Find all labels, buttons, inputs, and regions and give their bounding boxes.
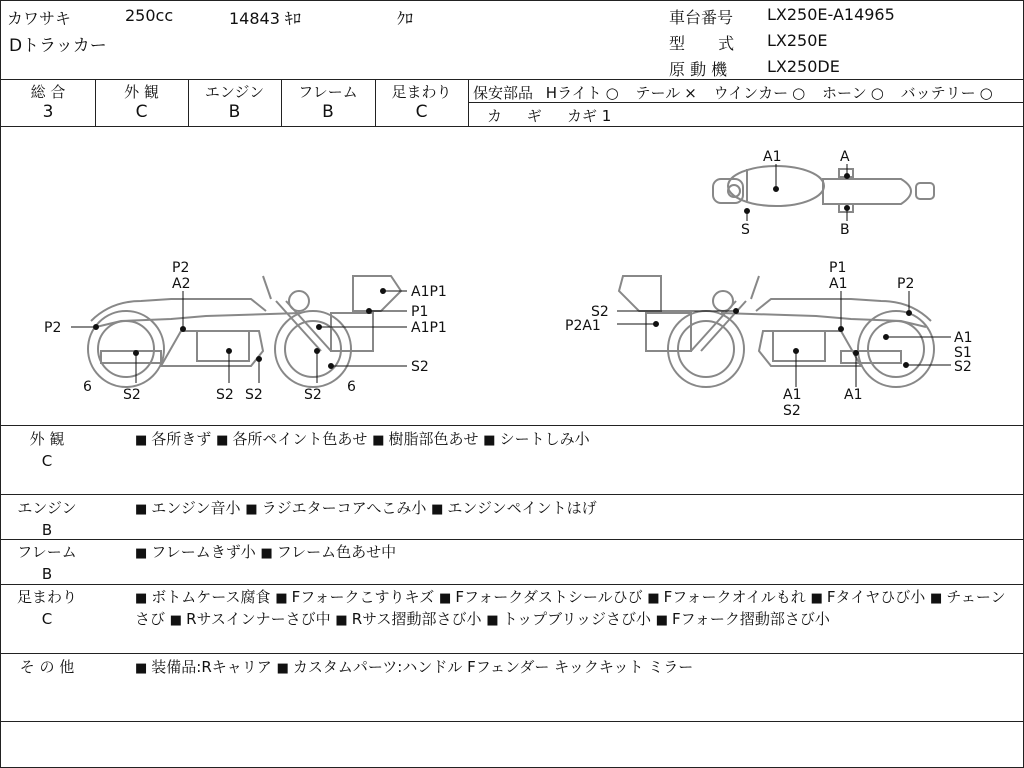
label-left-11: S2 [411,359,429,375]
chassis-number: LX250E-A14965 [767,5,895,24]
model-name: Dトラッカー [9,36,107,56]
section-exterior-notes: ■ 各所きず ■ 各所ペイント色あせ ■ 樹脂部色あせ ■ シートしみ小 [135,430,590,448]
note: エンジンペイントはげ [447,499,597,517]
top-view-outline [713,166,934,212]
safety-parts [473,82,1005,103]
winker-label: ウインカー [713,84,789,102]
note: Fタイヤひび小 [826,588,926,606]
label-top-s: S [741,222,750,238]
exterior-label: 外 観 [124,83,159,101]
type-value: LX250E [767,31,828,50]
note: フレーム色あせ中 [276,543,397,561]
note: Fフォーク摺動部さび小 [672,610,830,628]
engine-label: エンジン [204,83,265,101]
section-other-label: そ の 他 [19,658,75,676]
label-right-10: A1 [844,387,863,403]
label-left-7: S2 [123,387,141,403]
headlight-status: ○ [605,84,619,102]
section-exterior-grade: C [41,452,53,470]
label-left-0: P2 [172,260,190,276]
label-left-9: S2 [245,387,263,403]
label-right-4: P2A1 [565,318,601,334]
tail-label: テール [635,84,681,102]
section-other-heading [1,656,93,678]
section-engine-label: エンジン [17,499,77,517]
suspension-label: 足まわり [391,83,452,101]
note: 各所ペイント色あせ [232,430,368,448]
overall-label: 総 合 [30,83,66,101]
label-top-b: B [840,222,850,238]
section-suspension-grade: C [41,610,53,628]
note: ラジエターコアへこみ小 [261,499,427,517]
section-engine-notes: ■ エンジン音小 ■ ラジエターコアへこみ小 ■ エンジンペイントはげ [135,499,597,517]
label-right-7: S2 [954,359,972,375]
note: カスタムパーツ:ハンドル Fフェンダー キックキット ミラー [292,658,694,676]
note: 装備品:Rキャリア [151,658,272,676]
battery-label: バッテリー [900,84,976,102]
label-right-0: P1 [829,260,847,276]
note: Fフォークダストシールひび [455,588,643,606]
winker-status: ○ [792,84,806,102]
section-suspension-notes: ■ ボトムケース腐食 ■ Fフォークこすりキズ ■ Fフォークダストシールひび ■ Fフォークオイルもれ ■ Fタイヤひび小 ■ チェーンさび ■ Rサスインナーさび中 ■ Rサス摺動部さび小 ■ トップブリッジさび小 ■ Fフォーク摺動部さび小 [135,588,1006,628]
horn-label: ホーン [822,84,867,102]
label-top-a: A [840,149,850,165]
note: エンジン音小 [151,499,241,517]
label-left-12: 6 [347,379,356,395]
note: フレームきず小 [151,543,256,561]
section-frame-heading [1,541,93,585]
label-right-9: S2 [783,403,801,419]
label-left-2: A1P1 [411,284,447,300]
color: ｸﾛ [397,9,414,28]
label-left-4: A1P1 [411,320,447,336]
note: ボトムケース腐食 [151,588,271,606]
section-engine-heading [1,497,93,541]
label-left-8: S2 [216,387,234,403]
section-engine-grade: B [41,521,53,539]
exterior-grade: C [135,102,148,122]
note: Rサス摺動部さび小 [351,610,482,628]
label-right-8: A1 [783,387,802,403]
label-left-1: A2 [172,276,191,292]
section-exterior-heading [1,428,93,472]
battery-status: ○ [979,84,993,102]
section-exterior-label: 外 観 [29,430,65,448]
note: Fフォークこすりキズ [291,588,435,606]
section-frame-notes: ■ フレームきず小 ■ フレーム色あせ中 [135,543,397,561]
section-frame-grade: B [41,565,53,583]
motorcycle-diagram [1,127,1023,425]
left-side-view-outline [88,276,401,387]
horn-status: ○ [870,84,884,102]
key-value: カギ 1 [567,107,612,125]
engine-grade: B [228,102,241,122]
chassis-label: 車台番号 [669,8,734,27]
maker: カワサキ [7,9,72,28]
safety-label: 保安部品 [473,84,534,102]
key-label: カ ギ [487,107,552,125]
frame-label: フレーム [298,83,358,101]
section-other-notes: ■ 装備品:Rキャリア ■ カスタムパーツ:ハンドル Fフェンダー キックキット ミラー [135,658,694,676]
note: シートしみ小 [499,430,590,448]
note: チェーンさび [135,588,1006,628]
label-right-2: P2 [897,276,915,292]
displacement: 250cc [125,6,174,25]
label-left-3: P1 [411,304,429,320]
headlight-label: Hライト [545,84,602,102]
tail-status: × [684,84,697,102]
note: 各所きず [151,430,212,448]
label-right-6: S1 [954,345,972,361]
engine-model-label: 原 動 機 [669,60,728,79]
label-right-3: S2 [591,304,609,320]
overall-grade: 3 [42,102,54,122]
section-suspension-label: 足まわり [16,588,77,606]
label-left-6: 6 [83,379,92,395]
note: トップブリッジさび小 [502,610,651,628]
right-side-view-outline [619,276,934,387]
note: Rサスインナーさび中 [186,610,331,628]
label-right-1: A1 [829,276,848,292]
note: 樹脂部色あせ [388,430,479,448]
label-left-10: S2 [304,387,322,403]
mileage: 14843 ｷﾛ [229,9,301,28]
note: Fフォークオイルもれ [663,588,806,606]
label-left-5: P2 [44,320,62,336]
suspension-grade: C [415,102,428,122]
label-right-5: A1 [954,330,973,346]
engine-model-value: LX250DE [767,57,840,76]
frame-grade: B [322,102,334,122]
section-frame-label: フレーム [17,543,77,561]
label-top-a1: A1 [763,149,782,165]
type-label: 型 式 [669,34,749,53]
section-suspension-heading [1,586,93,630]
